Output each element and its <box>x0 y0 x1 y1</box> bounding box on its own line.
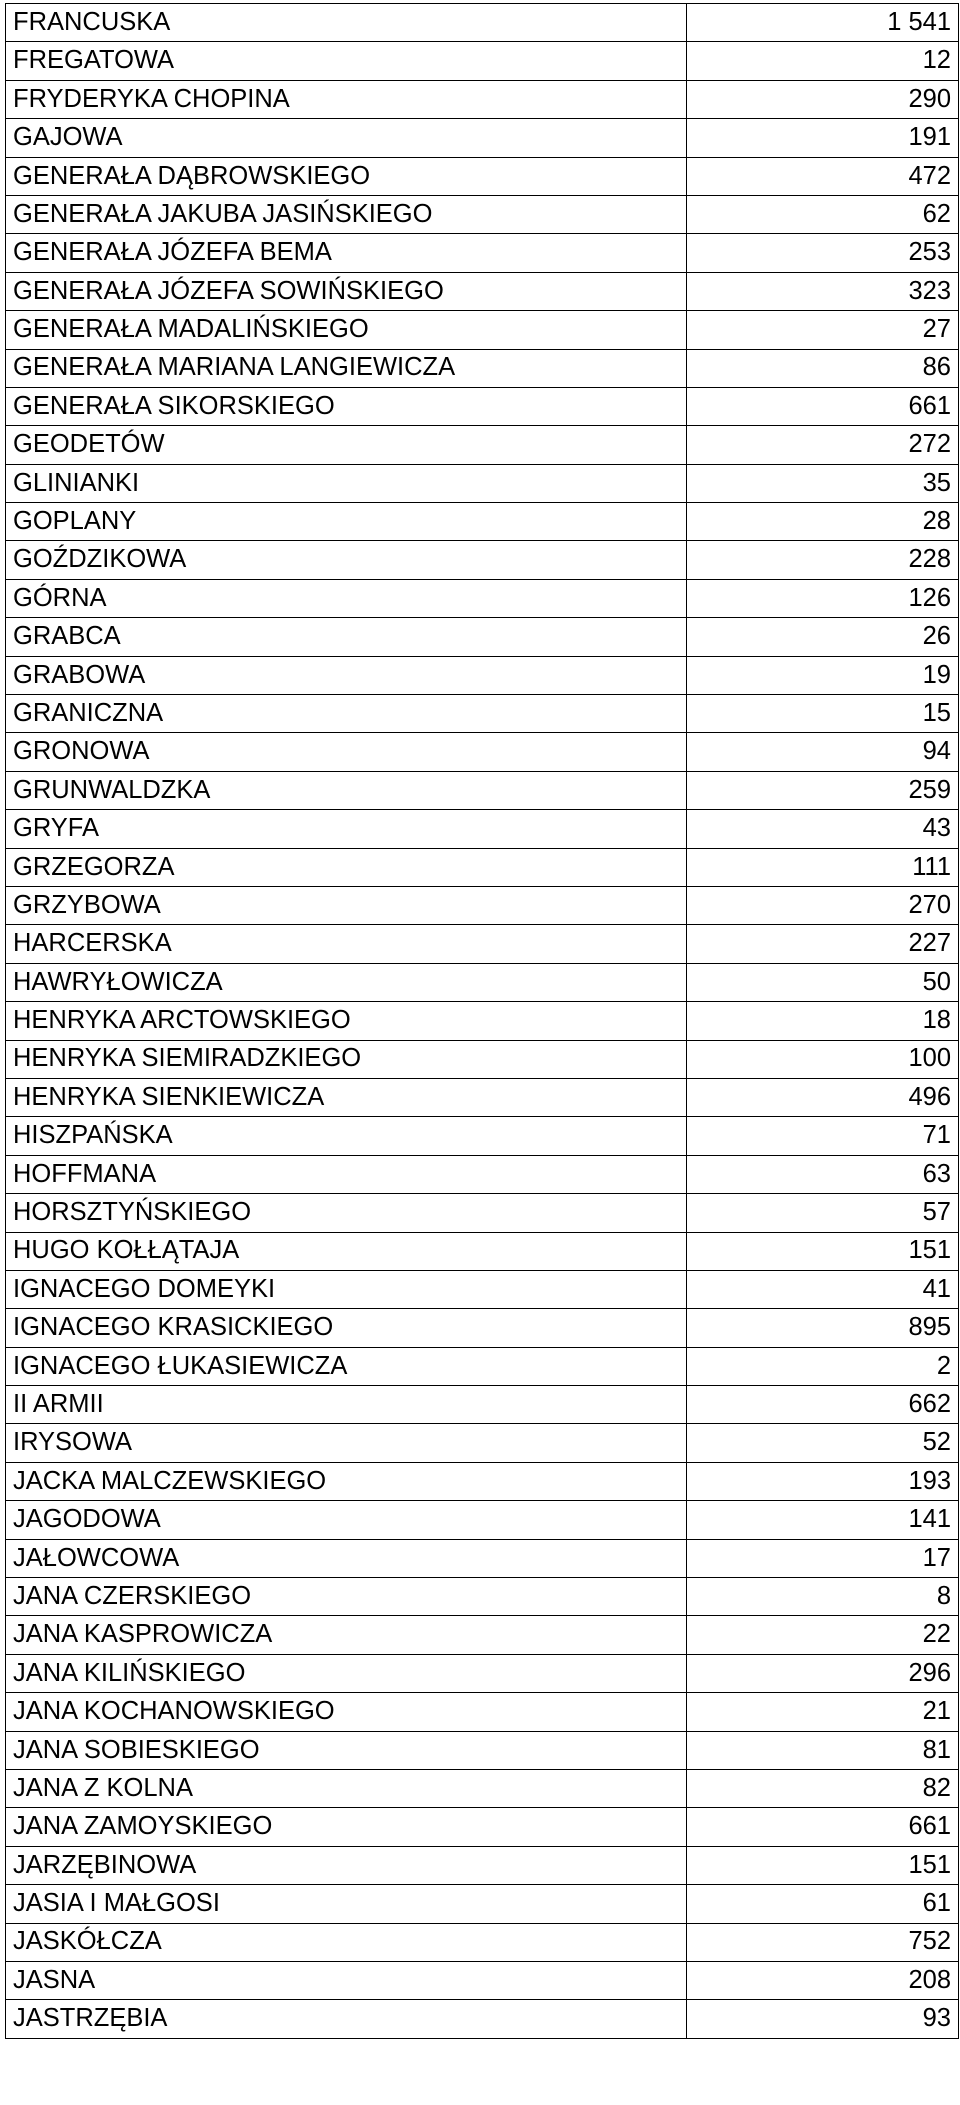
table-row <box>6 1040 959 1078</box>
table-row <box>6 1616 959 1654</box>
table-row <box>6 272 959 310</box>
street-name-cell: JASIA I MAŁGOSI <box>6 1885 687 1923</box>
street-name-cell: GRZEGORZA <box>6 848 687 886</box>
table-row <box>6 541 959 579</box>
count-value-cell: 27 <box>687 311 959 349</box>
table-row <box>6 771 959 809</box>
count-value-cell: 228 <box>687 541 959 579</box>
street-name-cell: HENRYKA SIENKIEWICZA <box>6 1078 687 1116</box>
table-row <box>6 656 959 694</box>
street-name-cell: JASKÓŁCZA <box>6 1923 687 1961</box>
count-value-cell: 18 <box>687 1002 959 1040</box>
street-name-cell: IGNACEGO DOMEYKI <box>6 1270 687 1308</box>
table-row <box>6 579 959 617</box>
street-name-cell: HAWRYŁOWICZA <box>6 963 687 1001</box>
street-name-cell: JANA KOCHANOWSKIEGO <box>6 1693 687 1731</box>
street-name-cell: GAJOWA <box>6 119 687 157</box>
street-name-cell: FREGATOWA <box>6 42 687 80</box>
count-value-cell: 296 <box>687 1654 959 1692</box>
street-name-cell: GENERAŁA MADALIŃSKIEGO <box>6 311 687 349</box>
count-value-cell: 191 <box>687 119 959 157</box>
count-value-cell: 52 <box>687 1424 959 1462</box>
count-value-cell: 253 <box>687 234 959 272</box>
street-count-table-body <box>6 4 959 2039</box>
table-row <box>6 1923 959 1961</box>
street-name-cell: GRYFA <box>6 810 687 848</box>
street-name-cell: JACKA MALCZEWSKIEGO <box>6 1462 687 1500</box>
table-row <box>6 1309 959 1347</box>
count-value-cell: 43 <box>687 810 959 848</box>
table-row <box>6 1078 959 1116</box>
count-value-cell: 208 <box>687 1961 959 1999</box>
count-value-cell: 141 <box>687 1501 959 1539</box>
table-row <box>6 695 959 733</box>
count-value-cell: 661 <box>687 1808 959 1846</box>
street-name-cell: GENERAŁA JAKUBA JASIŃSKIEGO <box>6 195 687 233</box>
street-name-cell: GENERAŁA MARIANA LANGIEWICZA <box>6 349 687 387</box>
street-name-cell: GENERAŁA JÓZEFA SOWIŃSKIEGO <box>6 272 687 310</box>
table-row <box>6 848 959 886</box>
street-name-cell: JANA ZAMOYSKIEGO <box>6 1808 687 1846</box>
count-value-cell: 81 <box>687 1731 959 1769</box>
count-value-cell: 62 <box>687 195 959 233</box>
count-value-cell: 100 <box>687 1040 959 1078</box>
table-row <box>6 1769 959 1807</box>
street-name-cell: GENERAŁA DĄBROWSKIEGO <box>6 157 687 195</box>
table-row <box>6 1501 959 1539</box>
street-name-cell: JARZĘBINOWA <box>6 1846 687 1884</box>
count-value-cell: 151 <box>687 1846 959 1884</box>
street-name-cell: HISZPAŃSKA <box>6 1117 687 1155</box>
table-row <box>6 886 959 924</box>
street-name-cell: GENERAŁA SIKORSKIEGO <box>6 387 687 425</box>
table-row <box>6 42 959 80</box>
table-row <box>6 2000 959 2038</box>
table-row <box>6 119 959 157</box>
table-row <box>6 1654 959 1692</box>
table-row <box>6 234 959 272</box>
table-row <box>6 4 959 42</box>
street-name-cell: JANA KILIŃSKIEGO <box>6 1654 687 1692</box>
street-name-cell: GOPLANY <box>6 503 687 541</box>
table-row <box>6 1232 959 1270</box>
street-name-cell: GOŹDZIKOWA <box>6 541 687 579</box>
street-name-cell: GRUNWALDZKA <box>6 771 687 809</box>
count-value-cell: 752 <box>687 1923 959 1961</box>
street-name-cell: JANA Z KOLNA <box>6 1769 687 1807</box>
street-name-cell: HOFFMANA <box>6 1155 687 1193</box>
count-value-cell: 272 <box>687 426 959 464</box>
street-name-cell: GRABOWA <box>6 656 687 694</box>
street-name-cell: II ARMII <box>6 1386 687 1424</box>
table-row <box>6 1424 959 1462</box>
table-row <box>6 1194 959 1232</box>
street-name-cell: JANA SOBIESKIEGO <box>6 1731 687 1769</box>
table-row <box>6 1002 959 1040</box>
table-row <box>6 464 959 502</box>
street-name-cell: FRYDERYKA CHOPINA <box>6 80 687 118</box>
count-value-cell: 2 <box>687 1347 959 1385</box>
street-name-cell: JASNA <box>6 1961 687 1999</box>
count-value-cell: 662 <box>687 1386 959 1424</box>
street-name-cell: GRONOWA <box>6 733 687 771</box>
street-name-cell: JANA CZERSKIEGO <box>6 1578 687 1616</box>
street-name-cell: GEODETÓW <box>6 426 687 464</box>
table-row <box>6 1885 959 1923</box>
street-name-cell: GRANICZNA <box>6 695 687 733</box>
street-name-cell: GRZYBOWA <box>6 886 687 924</box>
street-name-cell: JAGODOWA <box>6 1501 687 1539</box>
count-value-cell: 496 <box>687 1078 959 1116</box>
table-row <box>6 311 959 349</box>
street-name-cell: GRABCA <box>6 618 687 656</box>
table-row <box>6 618 959 656</box>
table-row <box>6 925 959 963</box>
count-value-cell: 61 <box>687 1885 959 1923</box>
count-value-cell: 71 <box>687 1117 959 1155</box>
count-value-cell: 227 <box>687 925 959 963</box>
street-name-cell: HORSZTYŃSKIEGO <box>6 1194 687 1232</box>
count-value-cell: 323 <box>687 272 959 310</box>
street-name-cell: JAŁOWCOWA <box>6 1539 687 1577</box>
street-name-cell: HUGO KOŁŁĄTAJA <box>6 1232 687 1270</box>
table-row <box>6 387 959 425</box>
count-value-cell: 63 <box>687 1155 959 1193</box>
table-row <box>6 1808 959 1846</box>
count-value-cell: 290 <box>687 80 959 118</box>
table-row <box>6 157 959 195</box>
count-value-cell: 35 <box>687 464 959 502</box>
table-row <box>6 1117 959 1155</box>
street-name-cell: JANA KASPROWICZA <box>6 1616 687 1654</box>
table-row <box>6 733 959 771</box>
table-row <box>6 963 959 1001</box>
count-value-cell: 17 <box>687 1539 959 1577</box>
count-value-cell: 1 541 <box>687 4 959 42</box>
count-value-cell: 8 <box>687 1578 959 1616</box>
table-row <box>6 1539 959 1577</box>
count-value-cell: 12 <box>687 42 959 80</box>
count-value-cell: 93 <box>687 2000 959 2038</box>
table-row <box>6 1961 959 1999</box>
street-name-cell: IGNACEGO ŁUKASIEWICZA <box>6 1347 687 1385</box>
table-row <box>6 1155 959 1193</box>
count-value-cell: 50 <box>687 963 959 1001</box>
count-value-cell: 259 <box>687 771 959 809</box>
count-value-cell: 151 <box>687 1232 959 1270</box>
street-name-cell: GLINIANKI <box>6 464 687 502</box>
street-name-cell: HENRYKA SIEMIRADZKIEGO <box>6 1040 687 1078</box>
table-row <box>6 195 959 233</box>
table-row <box>6 1347 959 1385</box>
count-value-cell: 15 <box>687 695 959 733</box>
table-row <box>6 1386 959 1424</box>
count-value-cell: 126 <box>687 579 959 617</box>
street-name-cell: IGNACEGO KRASICKIEGO <box>6 1309 687 1347</box>
table-row <box>6 349 959 387</box>
table-row <box>6 1270 959 1308</box>
table-row <box>6 810 959 848</box>
table-row <box>6 1462 959 1500</box>
count-value-cell: 41 <box>687 1270 959 1308</box>
count-value-cell: 94 <box>687 733 959 771</box>
count-value-cell: 28 <box>687 503 959 541</box>
count-value-cell: 82 <box>687 1769 959 1807</box>
street-name-cell: HENRYKA ARCTOWSKIEGO <box>6 1002 687 1040</box>
table-row <box>6 503 959 541</box>
street-name-cell: GENERAŁA JÓZEFA BEMA <box>6 234 687 272</box>
count-value-cell: 895 <box>687 1309 959 1347</box>
table-row <box>6 80 959 118</box>
table-row <box>6 1731 959 1769</box>
count-value-cell: 111 <box>687 848 959 886</box>
count-value-cell: 22 <box>687 1616 959 1654</box>
count-value-cell: 21 <box>687 1693 959 1731</box>
street-count-table <box>5 3 959 2039</box>
street-name-cell: HARCERSKA <box>6 925 687 963</box>
table-row <box>6 1846 959 1884</box>
count-value-cell: 193 <box>687 1462 959 1500</box>
count-value-cell: 19 <box>687 656 959 694</box>
table-row <box>6 1578 959 1616</box>
count-value-cell: 661 <box>687 387 959 425</box>
street-name-cell: IRYSOWA <box>6 1424 687 1462</box>
count-value-cell: 26 <box>687 618 959 656</box>
street-name-cell: JASTRZĘBIA <box>6 2000 687 2038</box>
count-value-cell: 270 <box>687 886 959 924</box>
count-value-cell: 472 <box>687 157 959 195</box>
street-name-cell: FRANCUSKA <box>6 4 687 42</box>
count-value-cell: 86 <box>687 349 959 387</box>
street-name-cell: GÓRNA <box>6 579 687 617</box>
table-row <box>6 426 959 464</box>
table-row <box>6 1693 959 1731</box>
count-value-cell: 57 <box>687 1194 959 1232</box>
